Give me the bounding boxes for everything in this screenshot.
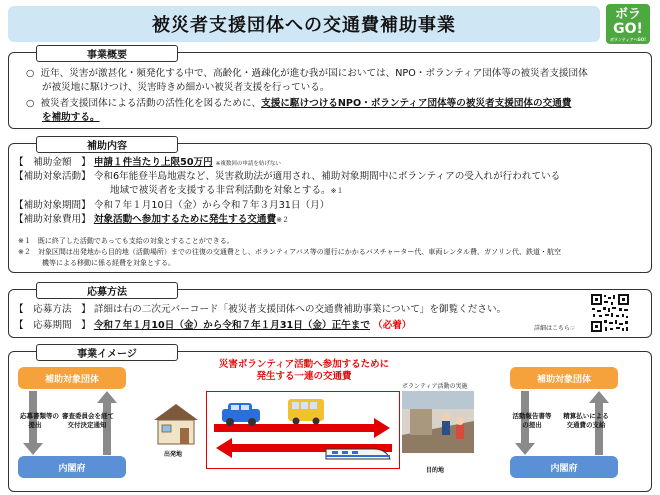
qr-code-graphic	[590, 293, 630, 333]
image-heading-label: 事業イメージ	[77, 349, 137, 360]
apply-heading	[36, 282, 178, 299]
left-arrow1-line2: 提出	[28, 420, 42, 429]
right-subsidy-org	[510, 367, 618, 389]
left-cabinet-office	[18, 456, 126, 478]
bora-go-logo	[606, 4, 650, 44]
overview-item2-line1	[26, 97, 571, 110]
overview-heading-label: 事業概要	[87, 50, 127, 61]
house-icon	[152, 400, 200, 446]
qr-code[interactable]	[590, 293, 630, 333]
amount-label: 【 補助金額 】	[14, 157, 91, 168]
activity-value-cont: 地域で被災者を支援する非営利活動を対象とする。	[110, 185, 331, 196]
overview-text: 被災者支援団体による活動の活性化を図るために、	[40, 98, 262, 109]
left-arrow2-line2: 交付決定通知	[67, 420, 107, 429]
volunteer-photo	[402, 391, 474, 453]
destination-caption: 目的地	[426, 467, 445, 474]
apply-period-value: 令和７年１月10日（金）から令和７年１月31日（金）正午まで	[93, 320, 370, 331]
overview-item1-line2: が被災地に駆けつけ、災害時きめ細かい被災者支援を行っている。	[42, 82, 330, 93]
method-value: 詳細は右の二次元バーコード「被災者支援団体への交通費補助事業について」を御覧ください。	[93, 304, 507, 315]
apply-heading-label: 応募方法	[87, 287, 127, 298]
page-title: 被災者支援団体への交通費補助事業	[152, 15, 456, 36]
left-subsidy-org	[18, 367, 126, 389]
left-cabinet-office-label: 内閣府	[58, 463, 86, 474]
period-label: 【補助対象期間】	[14, 200, 91, 211]
overview-item1-line1	[26, 67, 588, 80]
photo-caption: ボランティア活動の実施	[402, 383, 468, 390]
logo-tagline: ボランティアへGO!	[609, 37, 647, 42]
subsidy-heading	[36, 136, 178, 153]
activity-value: 令和6年能登半島地震など、災害救助法が適用され、補助対象期間中にボランティアの受入れが行われている	[93, 171, 561, 182]
cost-label: 【補助対象費用】	[14, 214, 91, 225]
right-arrow2-line1: 精算払いによる	[563, 412, 609, 420]
right-arrow1-line2: の提出	[522, 420, 542, 429]
subsidy-amount-row	[14, 156, 281, 171]
bullet: ○	[26, 68, 35, 79]
amount-value: 申請１件当たり上限50万円	[93, 157, 213, 168]
bus-icon	[288, 399, 324, 425]
overview-heading	[36, 45, 178, 62]
period-value: 令和７年１月10日（金）から令和７年３月31日（月）	[93, 200, 330, 211]
overview-emphasis: 支援に駆けつけるNPO・ボランティア団体等の被災者支援団体の交通費	[261, 98, 572, 109]
train-icon	[326, 449, 390, 459]
right-arrow2-label	[558, 412, 614, 429]
logo-line2: GO!	[613, 21, 643, 37]
overview-text: 近年、災害が激甚化・頻発化する中で、高齢化・過疎化が進む我が国においては、NPO・ボランティア団体等の被災者支援団体	[40, 68, 588, 79]
center-title-line2: 発生する一連の交通費	[256, 371, 352, 382]
logo-line1: ボラ	[614, 7, 641, 22]
center-title	[206, 359, 402, 383]
bullet: ○	[26, 98, 35, 109]
left-arrow2-label	[62, 412, 112, 429]
center-title-line1: 災害ボランティア活動へ参加するために	[218, 359, 390, 370]
subsidy-activity-row2	[110, 184, 344, 198]
apply-required: （必着）	[373, 320, 412, 331]
apply-method-row	[14, 303, 506, 316]
activity-label: 【補助対象活動】	[14, 171, 91, 182]
title-banner	[8, 6, 600, 42]
transport-graphics	[206, 391, 400, 469]
subsidy-note2-line1: ※２ 対象区間は出発地から目的地（活動場所）までの往復の交通費とし、ボランティアバス等の運行にかかるバスチャーター代、車両レンタル費、ガソリン代、鉄道・航空	[18, 248, 561, 256]
right-arrow1-line1: 活動報告書等	[512, 412, 552, 420]
image-heading	[36, 344, 178, 361]
apply-period-label: 【 応募期間 】	[14, 320, 91, 331]
right-arrow2-line2: 交通費の支給	[566, 420, 606, 429]
subsidy-cost-row	[14, 213, 289, 227]
right-cabinet-office-label: 内閣府	[550, 463, 578, 474]
car-icon	[222, 403, 260, 426]
subsidy-activity-row	[14, 170, 560, 183]
right-cabinet-office	[510, 456, 618, 478]
activity-mark: ※１	[330, 187, 344, 195]
qr-caption: 詳細はこちら☞	[534, 325, 576, 332]
subsidy-note2-line2: 機等による移動に係る経費を対象とする。	[42, 259, 175, 267]
cost-value: 対象活動へ参加するために発生する交通費	[93, 214, 277, 225]
right-subsidy-org-label: 補助対象団体	[536, 374, 591, 385]
right-arrow1-label	[508, 412, 556, 429]
apply-period-row	[14, 319, 411, 332]
left-arrow1-label	[20, 412, 59, 429]
cost-mark: ※２	[276, 216, 289, 224]
method-label: 【 応募方法 】	[14, 304, 91, 315]
left-arrow1-line1: 応募書類等の	[20, 412, 59, 420]
subsidy-note1: ※１ 既に終了した活動であっても支給の対象とすることができる。	[18, 237, 234, 245]
house-caption: 出発地	[164, 451, 183, 458]
overview-item2-line2: を補助する。	[42, 112, 100, 123]
left-subsidy-org-label: 補助対象団体	[44, 374, 99, 385]
left-arrow2-line1: 審査委員会を経て	[62, 412, 114, 420]
subsidy-heading-label: 補助内容	[87, 141, 127, 152]
amount-note: ※複数回の申請を妨げない	[215, 161, 281, 167]
subsidy-period-row	[14, 199, 329, 212]
